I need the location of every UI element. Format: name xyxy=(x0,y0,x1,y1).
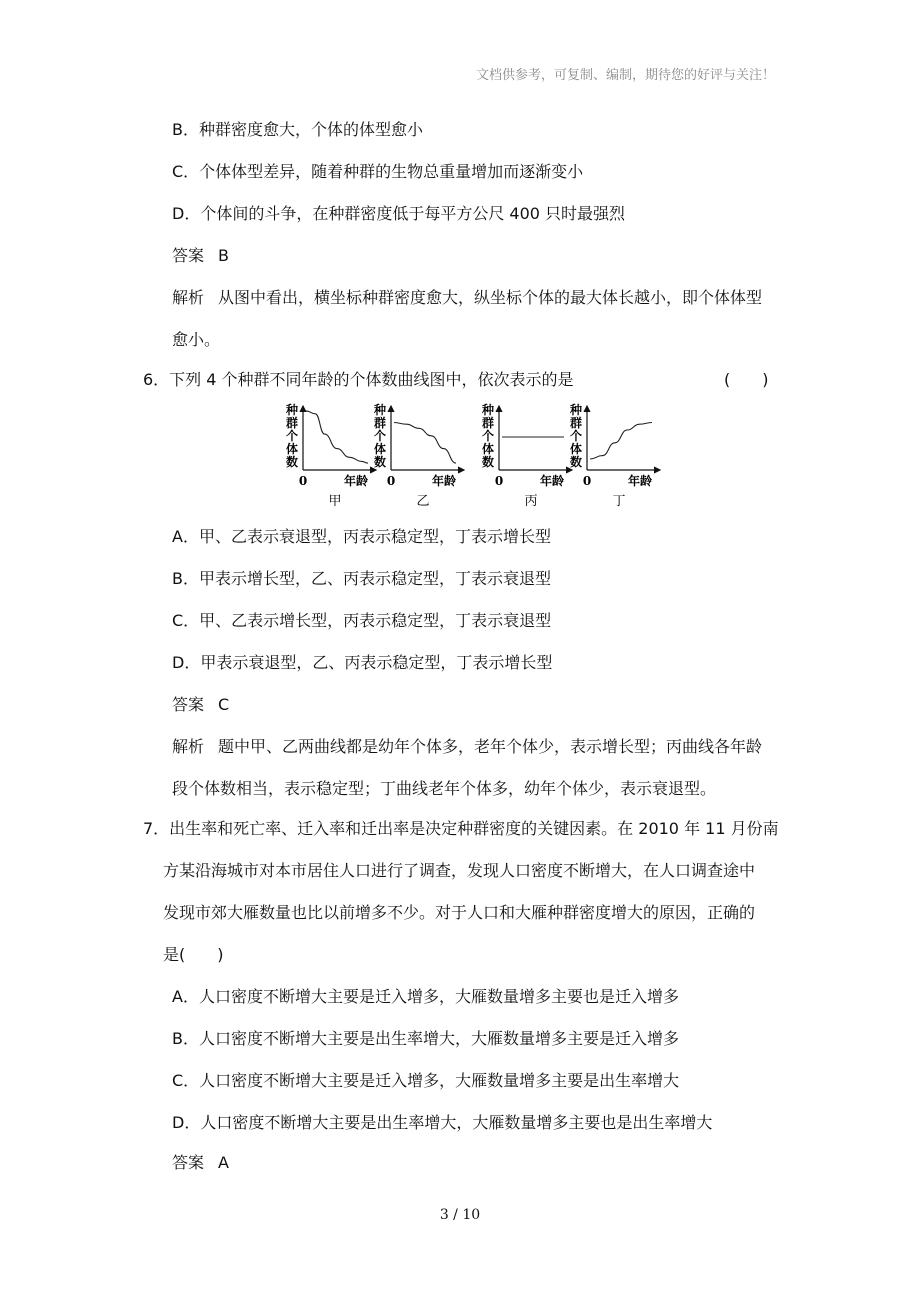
q6-answer-blank: ( ) xyxy=(724,370,769,389)
q5-option-d: D．个体间的斗争，在种群密度低于每平方公尺 400 只时最强烈 xyxy=(172,204,626,223)
origin-label: 0 xyxy=(386,474,396,488)
y-axis-label-char: 体 xyxy=(569,442,583,456)
answer-label: 答案 xyxy=(172,246,205,265)
series-line xyxy=(394,423,456,464)
y-axis-label-char: 种 xyxy=(373,403,387,417)
y-axis-label-char: 体 xyxy=(285,442,299,456)
answer-label: 答案 xyxy=(172,695,205,714)
analysis-text: 题中甲、乙两曲线都是幼年个体多，老年个体少，表示增长型；丙曲线各年龄 xyxy=(218,737,763,756)
y-axis-label-char: 群 xyxy=(285,416,299,430)
age-structure-figure xyxy=(280,400,680,510)
panel-caption: 甲 xyxy=(328,494,342,509)
answer-value: A xyxy=(218,1153,229,1172)
panel-1 xyxy=(285,402,376,509)
answer-value: B xyxy=(218,246,229,265)
series-line xyxy=(590,423,652,460)
y-axis-label-char: 群 xyxy=(373,416,387,430)
origin-label: 0 xyxy=(582,474,592,488)
q7-option-d: D．人口密度不断增大主要是出生率增大，大雁数量增多主要也是出生率增大 xyxy=(172,1113,713,1132)
y-axis-label-char: 个 xyxy=(285,429,299,443)
y-axis-label-char: 个 xyxy=(373,429,387,443)
panel-caption: 丙 xyxy=(524,494,538,509)
panel-3 xyxy=(481,402,572,509)
panel-caption: 乙 xyxy=(416,494,430,509)
x-axis-label: 年龄 xyxy=(343,474,369,488)
y-axis-label-char: 种 xyxy=(481,403,495,417)
q7-stem-cont: 发现市郊大雁数量也比以前增多不少。对于人口和大雁种群密度增大的原因，正确的 xyxy=(163,903,756,922)
q7-stem-cont: 方某沿海城市对本市居住人口进行了调查，发现人口密度不断增大，在人口调查途中 xyxy=(163,861,756,880)
panel-caption: 丁 xyxy=(612,494,626,509)
q7-option-b: B．人口密度不断增大主要是出生率增大，大雁数量增多主要是迁入增多 xyxy=(172,1029,679,1048)
q6-option-a: A．甲、乙表示衰退型，丙表示稳定型，丁表示增长型 xyxy=(172,527,551,546)
panel-2 xyxy=(373,402,464,509)
x-axis-label: 年龄 xyxy=(627,474,653,488)
q5-option-c: C．个体体型差异，随着种群的生物总重量增加而逐渐变小 xyxy=(172,162,584,181)
panel-4 xyxy=(569,402,660,509)
x-axis-label: 年龄 xyxy=(539,474,565,488)
q6-option-c: C．甲、乙表示增长型，丙表示稳定型，丁表示衰退型 xyxy=(172,611,552,630)
y-axis-label-char: 数 xyxy=(569,455,583,469)
y-axis-label-char: 个 xyxy=(569,429,583,443)
q5-answer xyxy=(172,243,229,266)
q6-stem: 6．下列 4 个种群不同年龄的个体数曲线图中，依次表示的是 xyxy=(143,370,574,389)
answer-label: 答案 xyxy=(172,1153,205,1172)
analysis-text: 从图中看出，横坐标种群密度愈大，纵坐标个体的最大体长越小，即个体体型 xyxy=(218,288,763,307)
page-number: 3 / 10 xyxy=(439,1207,481,1223)
header-note: 文档供参考，可复制、编制，期待您的好评与关注！ xyxy=(475,68,775,83)
analysis-label: 解析 xyxy=(172,288,205,307)
y-axis-label-char: 个 xyxy=(481,429,495,443)
x-axis-label: 年龄 xyxy=(431,474,457,488)
y-axis-label-char: 群 xyxy=(481,416,495,430)
q7-option-a: A．人口密度不断增大主要是迁入增多，大雁数量增多主要也是迁入增多 xyxy=(172,987,679,1006)
answer-value: C xyxy=(218,695,230,714)
q7-option-c: C．人口密度不断增大主要是迁入增多，大雁数量增多主要是出生率增大 xyxy=(172,1071,680,1090)
y-axis-label-char: 种 xyxy=(569,403,583,417)
q6-option-b: B．甲表示增长型，乙、丙表示稳定型，丁表示衰退型 xyxy=(172,569,551,588)
y-axis-label-char: 数 xyxy=(373,455,387,469)
q7-stem-cont: 是( ) xyxy=(163,945,224,964)
y-axis-label-char: 体 xyxy=(481,442,495,456)
q5-analysis xyxy=(172,285,762,308)
y-axis-label-char: 群 xyxy=(569,416,583,430)
y-axis-label-char: 种 xyxy=(285,403,299,417)
y-axis-label-char: 体 xyxy=(373,442,387,456)
series-line xyxy=(306,411,368,463)
origin-label: 0 xyxy=(494,474,504,488)
q5-analysis-cont: 愈小。 xyxy=(172,330,221,349)
y-axis-label-char: 数 xyxy=(285,455,299,469)
q6-analysis-cont: 段个体数相当，表示稳定型；丁曲线老年个体多，幼年个体少，表示衰退型。 xyxy=(172,779,717,798)
analysis-label: 解析 xyxy=(172,737,205,756)
q6-analysis xyxy=(172,734,762,757)
q5-option-b: B．种群密度愈大，个体的体型愈小 xyxy=(172,120,423,139)
q7-answer xyxy=(172,1150,229,1173)
y-axis-label-char: 数 xyxy=(481,455,495,469)
q7-stem: 7．出生率和死亡率、迁入率和迁出率是决定种群密度的关键因素。在 2010 年 11 月份南 xyxy=(143,819,779,838)
q6-answer xyxy=(172,692,229,715)
q6-option-d: D．甲表示衰退型，乙、丙表示稳定型，丁表示增长型 xyxy=(172,653,553,672)
origin-label: 0 xyxy=(298,474,308,488)
